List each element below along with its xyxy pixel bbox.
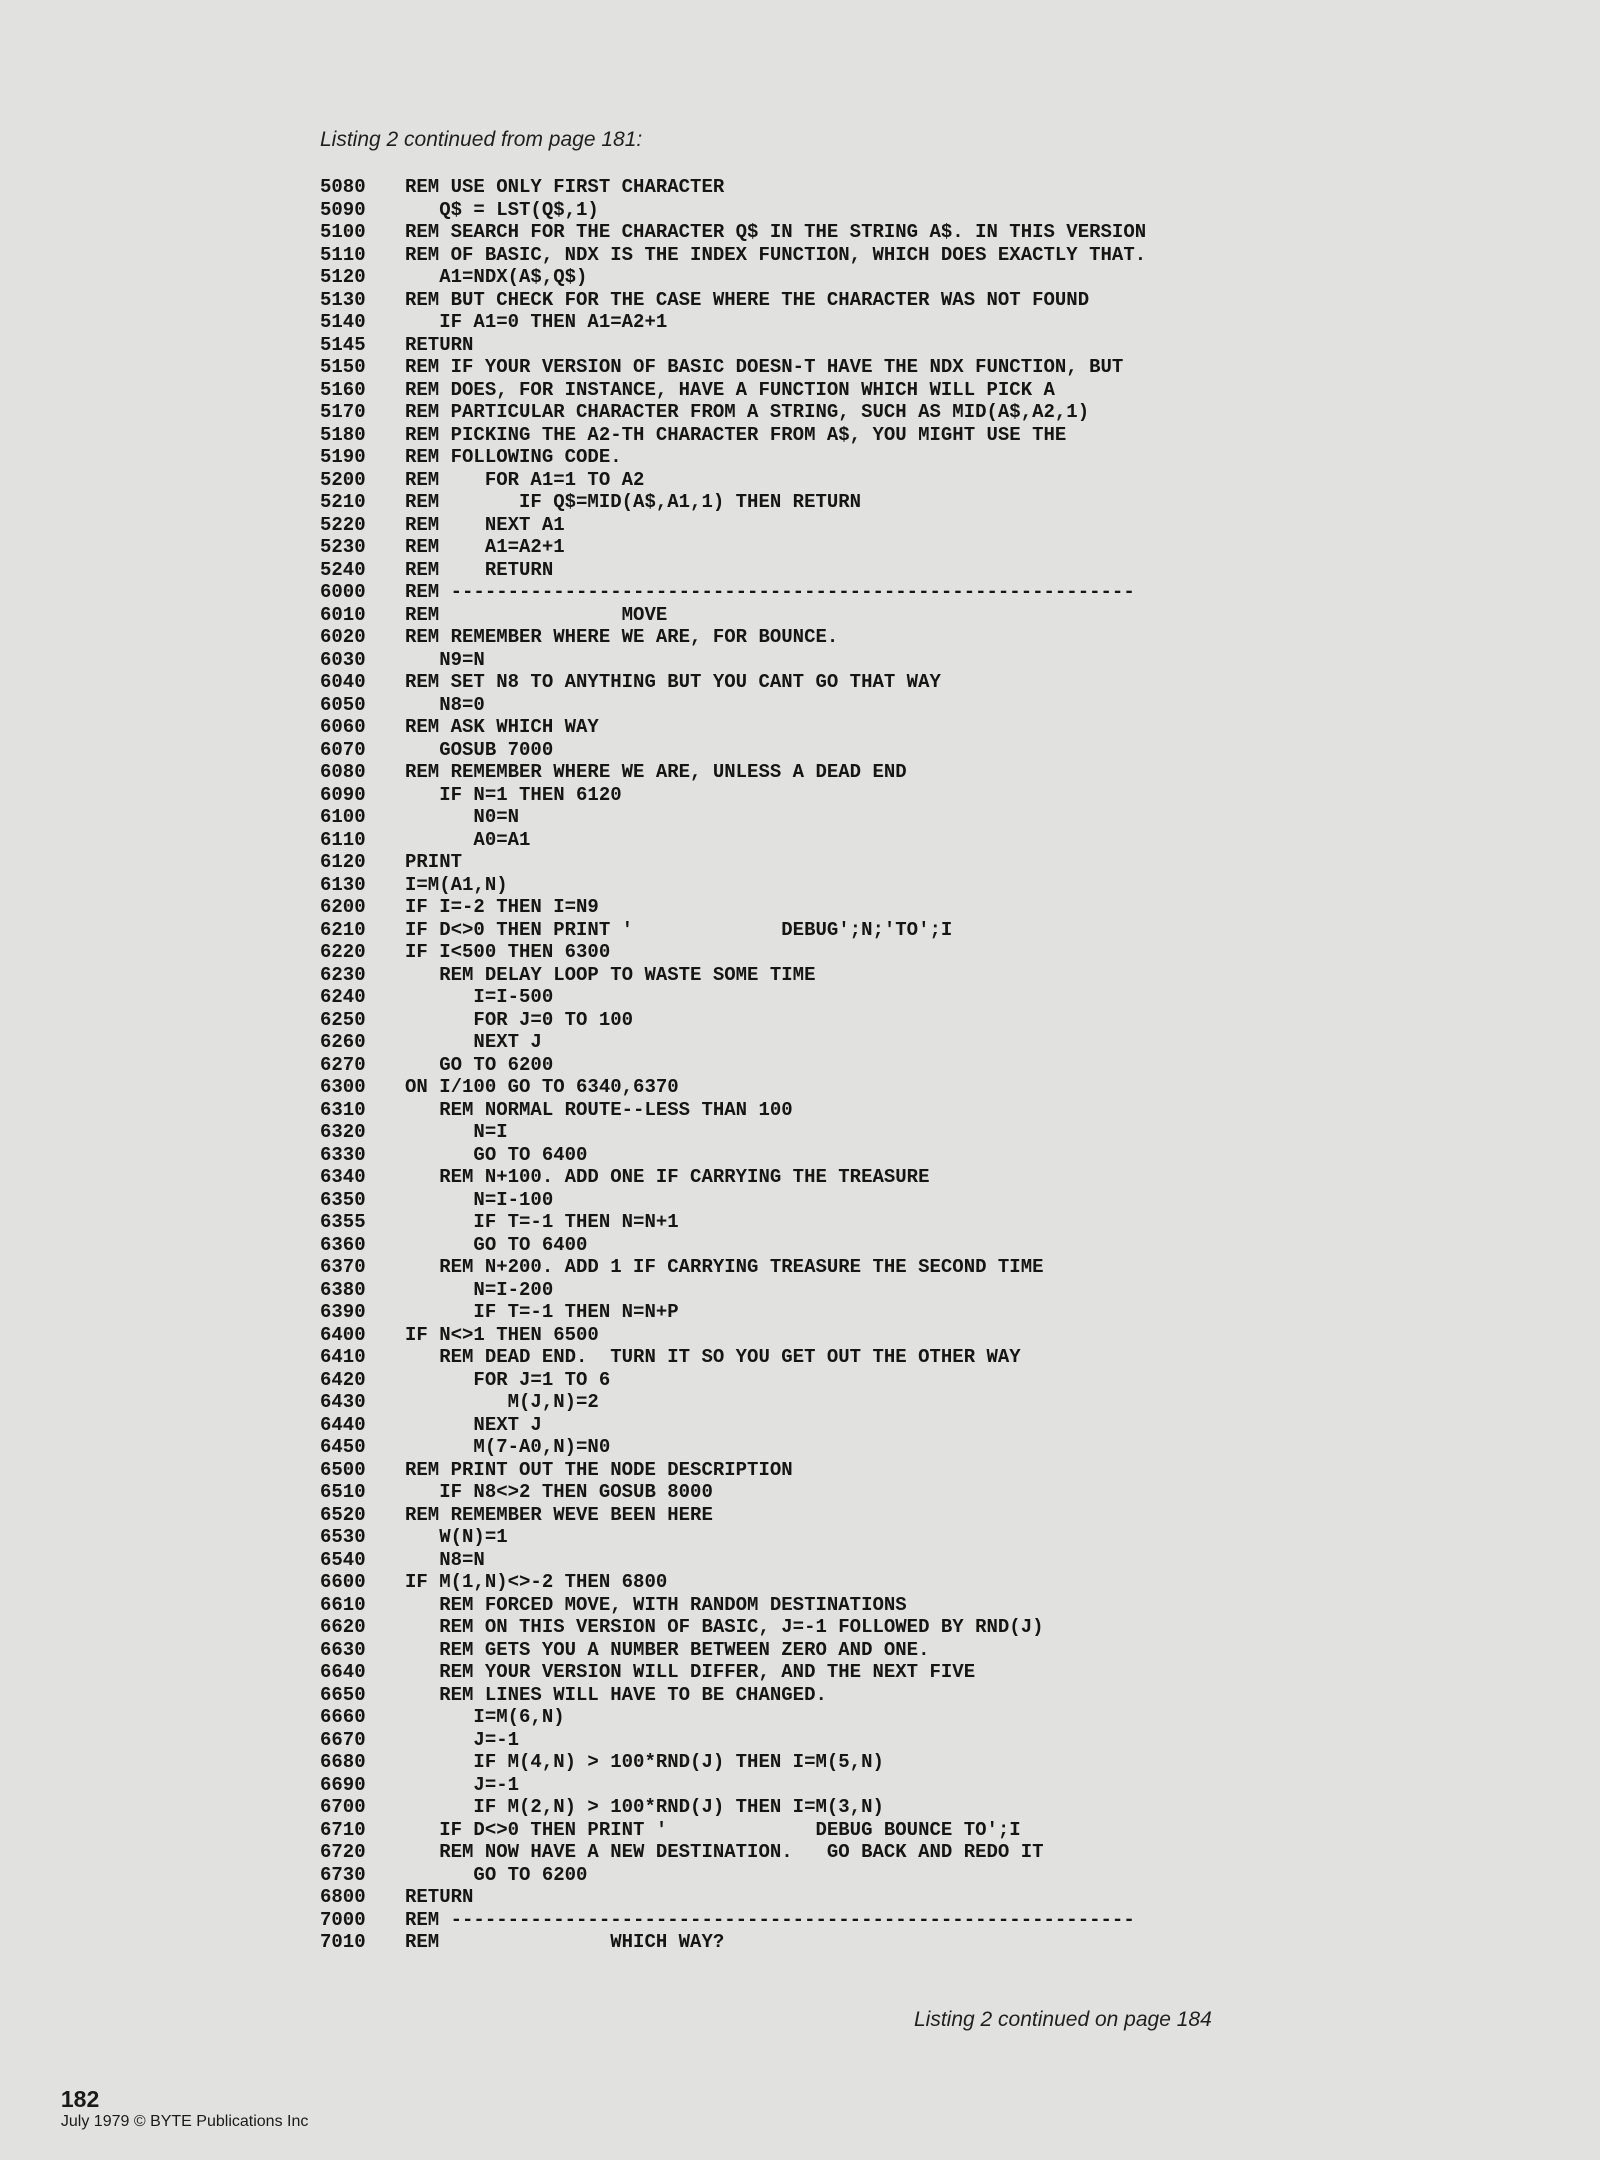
line-code: IF M(2,N) > 100*RND(J) THEN I=M(3,N) xyxy=(405,1796,884,1818)
line-code: Q$ = LST(Q$,1) xyxy=(405,198,599,221)
line-code: NEXT J xyxy=(405,1031,542,1053)
code-line xyxy=(320,1774,1580,1797)
code-line xyxy=(320,221,1580,244)
line-code: REM PARTICULAR CHARACTER FROM A STRING, SUCH AS MID(A$,A2,1) xyxy=(405,401,1090,423)
line-number: 5140 xyxy=(320,311,366,333)
line-code: GO TO 6200 xyxy=(405,1863,588,1886)
line-code: REM MOVE xyxy=(405,603,668,626)
line-number: 6660 xyxy=(320,1706,366,1728)
code-line xyxy=(320,829,1580,852)
code-line xyxy=(320,739,1580,762)
code-line xyxy=(320,1189,1580,1212)
line-code: N=I-200 xyxy=(405,1278,554,1301)
code-line xyxy=(320,1234,1580,1257)
code-line xyxy=(320,1526,1580,1549)
line-number: 6500 xyxy=(320,1458,366,1481)
code-line xyxy=(320,491,1580,514)
line-number: 6250 xyxy=(320,1008,366,1031)
continued-note: Listing 2 continued on page 184 xyxy=(914,2008,1212,2031)
line-number: 5090 xyxy=(320,198,366,221)
code-line xyxy=(320,1909,1580,1932)
line-number: 6030 xyxy=(320,648,366,671)
line-code: I=M(A1,N) xyxy=(405,873,508,896)
line-code: IF M(1,N)<>-2 THEN 6800 xyxy=(405,1571,668,1593)
line-code: RETURN xyxy=(405,1886,474,1908)
line-code: N8=N xyxy=(405,1548,485,1571)
code-line xyxy=(320,806,1580,829)
code-line xyxy=(320,671,1580,694)
line-number: 5110 xyxy=(320,243,366,266)
code-line xyxy=(320,874,1580,897)
line-number: 6060 xyxy=(320,716,366,738)
line-code: REM USE ONLY FIRST CHARACTER xyxy=(405,176,725,198)
line-code: A0=A1 xyxy=(405,828,531,851)
code-line xyxy=(320,1684,1580,1707)
listing-header: Listing 2 continued from page 181: xyxy=(320,128,643,151)
line-number: 6070 xyxy=(320,738,366,761)
line-number: 6110 xyxy=(320,828,366,851)
line-code: REM REMEMBER WHERE WE ARE, FOR BOUNCE. xyxy=(405,626,839,648)
code-line xyxy=(320,559,1580,582)
line-number: 6640 xyxy=(320,1661,366,1683)
code-line xyxy=(320,1054,1580,1077)
line-code: REM REMEMBER WEVE BEEN HERE xyxy=(405,1503,713,1526)
line-code: N=I xyxy=(405,1121,508,1143)
line-code: IF M(4,N) > 100*RND(J) THEN I=M(5,N) xyxy=(405,1751,884,1773)
line-code: IF N<>1 THEN 6500 xyxy=(405,1323,599,1346)
code-line xyxy=(320,604,1580,627)
line-code: REM OF BASIC, NDX IS THE INDEX FUNCTION, WHICH DOES EXACTLY THAT. xyxy=(405,243,1147,266)
code-line xyxy=(320,581,1580,604)
code-line xyxy=(320,446,1580,469)
code-line xyxy=(320,1571,1580,1594)
line-code: IF T=-1 THEN N=N+P xyxy=(405,1301,679,1323)
code-line xyxy=(320,356,1580,379)
line-code: FOR J=1 TO 6 xyxy=(405,1368,611,1391)
code-line xyxy=(320,1301,1580,1324)
code-line xyxy=(320,1886,1580,1909)
line-number: 6430 xyxy=(320,1391,366,1413)
line-code: IF I=-2 THEN I=N9 xyxy=(405,896,599,918)
code-line xyxy=(320,1211,1580,1234)
code-line xyxy=(320,1481,1580,1504)
line-code: REM ------------------------------------------------------------ xyxy=(405,1908,1135,1931)
line-code: IF D<>0 THEN PRINT ' DEBUG';N;'TO';I xyxy=(405,918,953,941)
line-number: 6360 xyxy=(320,1233,366,1256)
code-line xyxy=(320,1436,1580,1459)
code-line xyxy=(320,694,1580,717)
line-code: N=I-100 xyxy=(405,1188,554,1211)
line-number: 6710 xyxy=(320,1818,366,1841)
line-number: 6510 xyxy=(320,1481,366,1503)
line-number: 6390 xyxy=(320,1301,366,1323)
line-number: 7010 xyxy=(320,1931,366,1953)
line-number: 5210 xyxy=(320,491,366,513)
code-line xyxy=(320,536,1580,559)
line-code: IF D<>0 THEN PRINT ' DEBUG BOUNCE TO';I xyxy=(405,1818,1021,1841)
code-line xyxy=(320,919,1580,942)
line-code: M(J,N)=2 xyxy=(405,1391,599,1413)
page-folio xyxy=(52,2068,308,2131)
line-number: 6355 xyxy=(320,1211,366,1233)
line-number: 6050 xyxy=(320,693,366,716)
line-number: 6020 xyxy=(320,626,366,648)
line-number: 6530 xyxy=(320,1526,366,1548)
line-code: REM FOR A1=1 TO A2 xyxy=(405,468,645,491)
line-number: 6330 xyxy=(320,1143,366,1166)
code-line xyxy=(320,311,1580,334)
line-number: 5190 xyxy=(320,446,366,468)
line-number: 6690 xyxy=(320,1773,366,1796)
code-line xyxy=(320,761,1580,784)
code-line xyxy=(320,1841,1580,1864)
code-line xyxy=(320,289,1580,312)
line-number: 6610 xyxy=(320,1593,366,1616)
line-code: IF I<500 THEN 6300 xyxy=(405,941,611,963)
line-number: 6320 xyxy=(320,1121,366,1143)
line-number: 6450 xyxy=(320,1436,366,1458)
line-number: 5120 xyxy=(320,266,366,288)
line-number: 6000 xyxy=(320,581,366,603)
line-number: 6630 xyxy=(320,1638,366,1661)
line-code: I=M(6,N) xyxy=(405,1706,565,1728)
code-line xyxy=(320,401,1580,424)
line-number: 6380 xyxy=(320,1278,366,1301)
line-number: 5230 xyxy=(320,536,366,558)
code-line xyxy=(320,784,1580,807)
line-number: 5100 xyxy=(320,221,366,243)
code-line xyxy=(320,964,1580,987)
line-number: 5080 xyxy=(320,176,366,198)
line-number: 5220 xyxy=(320,513,366,536)
line-number: 7000 xyxy=(320,1908,366,1931)
line-code: GO TO 6200 xyxy=(405,1053,554,1076)
code-line xyxy=(320,1864,1580,1887)
code-line xyxy=(320,1549,1580,1572)
line-code: N0=N xyxy=(405,806,520,828)
line-number: 6720 xyxy=(320,1841,366,1863)
line-code: W(N)=1 xyxy=(405,1526,508,1548)
code-line xyxy=(320,266,1580,289)
line-code: J=-1 xyxy=(405,1773,520,1796)
line-number: 5180 xyxy=(320,423,366,446)
code-line xyxy=(320,1279,1580,1302)
line-number: 6100 xyxy=(320,806,366,828)
line-code: GO TO 6400 xyxy=(405,1143,588,1166)
line-code: REM YOUR VERSION WILL DIFFER, AND THE NEXT FIVE xyxy=(405,1661,976,1683)
line-number: 6200 xyxy=(320,896,366,918)
line-code: RETURN xyxy=(405,333,474,356)
line-number: 6410 xyxy=(320,1346,366,1368)
line-code: REM FOLLOWING CODE. xyxy=(405,446,622,468)
line-number: 6620 xyxy=(320,1616,366,1638)
line-code: NEXT J xyxy=(405,1413,542,1436)
code-line xyxy=(320,1706,1580,1729)
line-number: 6680 xyxy=(320,1751,366,1773)
code-line xyxy=(320,1144,1580,1167)
line-number: 6260 xyxy=(320,1031,366,1053)
code-line xyxy=(320,1391,1580,1414)
line-number: 6730 xyxy=(320,1863,366,1886)
line-number: 6040 xyxy=(320,671,366,693)
code-line xyxy=(320,176,1580,199)
line-code: J=-1 xyxy=(405,1728,520,1751)
line-code: REM SEARCH FOR THE CHARACTER Q$ IN THE STRING A$. IN THIS VERSION xyxy=(405,221,1147,243)
code-line xyxy=(320,1121,1580,1144)
line-number: 6700 xyxy=(320,1796,366,1818)
code-line xyxy=(320,986,1580,1009)
code-line xyxy=(320,1346,1580,1369)
line-code: GOSUB 7000 xyxy=(405,738,554,761)
code-line xyxy=(320,469,1580,492)
line-code: REM DELAY LOOP TO WASTE SOME TIME xyxy=(405,963,816,986)
line-code: REM IF YOUR VERSION OF BASIC DOESN-T HAVE THE NDX FUNCTION, BUT xyxy=(405,356,1124,378)
code-line xyxy=(320,1616,1580,1639)
code-line xyxy=(320,1639,1580,1662)
line-code: IF T=-1 THEN N=N+1 xyxy=(405,1211,679,1233)
line-number: 6230 xyxy=(320,963,366,986)
line-code: REM FORCED MOVE, WITH RANDOM DESTINATIONS xyxy=(405,1593,907,1616)
line-code: ON I/100 GO TO 6340,6370 xyxy=(405,1076,679,1098)
line-number: 6540 xyxy=(320,1548,366,1571)
line-number: 6440 xyxy=(320,1413,366,1436)
line-code: A1=NDX(A$,Q$) xyxy=(405,266,588,288)
line-number: 6300 xyxy=(320,1076,366,1098)
line-code: REM ------------------------------------------------------------ xyxy=(405,581,1135,603)
line-number: 6340 xyxy=(320,1166,366,1188)
line-code: REM PRINT OUT THE NODE DESCRIPTION xyxy=(405,1458,793,1481)
code-line xyxy=(320,1414,1580,1437)
line-code: PRINT xyxy=(405,851,463,873)
code-line xyxy=(320,1324,1580,1347)
line-code: IF A1=0 THEN A1=A2+1 xyxy=(405,311,668,333)
line-code: REM ON THIS VERSION OF BASIC, J=-1 FOLLOWED BY RND(J) xyxy=(405,1616,1044,1638)
line-code: N9=N xyxy=(405,648,485,671)
line-code: REM NORMAL ROUTE--LESS THAN 100 xyxy=(405,1098,793,1121)
line-code: REM DOES, FOR INSTANCE, HAVE A FUNCTION WHICH WILL PICK A xyxy=(405,378,1055,401)
code-line xyxy=(320,896,1580,919)
code-line xyxy=(320,1459,1580,1482)
code-line xyxy=(320,514,1580,537)
line-number: 6010 xyxy=(320,603,366,626)
line-number: 6600 xyxy=(320,1571,366,1593)
line-number: 6310 xyxy=(320,1098,366,1121)
code-line xyxy=(320,1819,1580,1842)
publication-line: July 1979 © BYTE Publications Inc xyxy=(60,2113,309,2130)
line-code: REM N+200. ADD 1 IF CARRYING TREASURE THE SECOND TIME xyxy=(405,1256,1044,1278)
line-number: 6670 xyxy=(320,1728,366,1751)
code-line xyxy=(320,1256,1580,1279)
line-number: 6240 xyxy=(320,986,366,1008)
line-number: 6080 xyxy=(320,761,366,783)
line-number: 5240 xyxy=(320,558,366,581)
code-line xyxy=(320,1729,1580,1752)
line-number: 6800 xyxy=(320,1886,366,1908)
line-number: 6090 xyxy=(320,783,366,806)
code-line xyxy=(320,1751,1580,1774)
line-code: REM BUT CHECK FOR THE CASE WHERE THE CHARACTER WAS NOT FOUND xyxy=(405,288,1090,311)
code-line xyxy=(320,1931,1580,1954)
code-line xyxy=(320,716,1580,739)
line-code: REM A1=A2+1 xyxy=(405,536,565,558)
line-code: REM LINES WILL HAVE TO BE CHANGED. xyxy=(405,1683,827,1706)
code-line xyxy=(320,1076,1580,1099)
code-line xyxy=(320,199,1580,222)
code-line xyxy=(320,244,1580,267)
line-code: REM NOW HAVE A NEW DESTINATION. GO BACK AND REDO IT xyxy=(405,1841,1044,1863)
line-code: REM PICKING THE A2-TH CHARACTER FROM A$, YOU MIGHT USE THE xyxy=(405,423,1067,446)
code-line xyxy=(320,379,1580,402)
line-number: 6350 xyxy=(320,1188,366,1211)
line-code: IF N=1 THEN 6120 xyxy=(405,783,622,806)
code-line xyxy=(320,1031,1580,1054)
line-code: IF N8<>2 THEN GOSUB 8000 xyxy=(405,1481,713,1503)
code-line xyxy=(320,1661,1580,1684)
line-number: 6520 xyxy=(320,1503,366,1526)
line-code: GO TO 6400 xyxy=(405,1233,588,1256)
line-number: 6130 xyxy=(320,873,366,896)
code-line xyxy=(320,1099,1580,1122)
line-code: N8=0 xyxy=(405,693,485,716)
line-number: 6420 xyxy=(320,1368,366,1391)
line-number: 6270 xyxy=(320,1053,366,1076)
line-number: 5170 xyxy=(320,401,366,423)
line-code: REM REMEMBER WHERE WE ARE, UNLESS A DEAD END xyxy=(405,761,907,783)
code-line xyxy=(320,1009,1580,1032)
line-code: REM SET N8 TO ANYTHING BUT YOU CANT GO THAT WAY xyxy=(405,671,941,693)
line-code: M(7-A0,N)=N0 xyxy=(405,1436,611,1458)
line-code: REM RETURN xyxy=(405,558,554,581)
code-line xyxy=(320,1369,1580,1392)
line-code: REM NEXT A1 xyxy=(405,513,565,536)
line-code: REM ASK WHICH WAY xyxy=(405,716,599,738)
line-code: REM WHICH WAY? xyxy=(405,1931,725,1953)
line-code: I=I-500 xyxy=(405,986,554,1008)
code-line xyxy=(320,941,1580,964)
line-number: 6650 xyxy=(320,1683,366,1706)
code-line xyxy=(320,1594,1580,1617)
code-line xyxy=(320,626,1580,649)
code-line xyxy=(320,334,1580,357)
line-number: 6370 xyxy=(320,1256,366,1278)
code-listing xyxy=(320,176,1580,1954)
code-line xyxy=(320,424,1580,447)
line-number: 6400 xyxy=(320,1323,366,1346)
line-number: 5130 xyxy=(320,288,366,311)
line-number: 6120 xyxy=(320,851,366,873)
line-number: 6210 xyxy=(320,918,366,941)
line-code: REM IF Q$=MID(A$,A1,1) THEN RETURN xyxy=(405,491,862,513)
line-code: REM N+100. ADD ONE IF CARRYING THE TREASURE xyxy=(405,1166,930,1188)
code-line xyxy=(320,1166,1580,1189)
page-number: 182 xyxy=(60,2086,100,2112)
line-code: FOR J=0 TO 100 xyxy=(405,1008,634,1031)
code-line xyxy=(320,1796,1580,1819)
line-number: 6220 xyxy=(320,941,366,963)
code-line xyxy=(320,649,1580,672)
code-line xyxy=(320,851,1580,874)
line-number: 5150 xyxy=(320,356,366,378)
line-number: 5145 xyxy=(320,333,366,356)
line-number: 5160 xyxy=(320,378,366,401)
line-code: REM GETS YOU A NUMBER BETWEEN ZERO AND ONE. xyxy=(405,1638,930,1661)
line-number: 5200 xyxy=(320,468,366,491)
code-line xyxy=(320,1504,1580,1527)
line-code: REM DEAD END. TURN IT SO YOU GET OUT THE OTHER WAY xyxy=(405,1346,1021,1368)
